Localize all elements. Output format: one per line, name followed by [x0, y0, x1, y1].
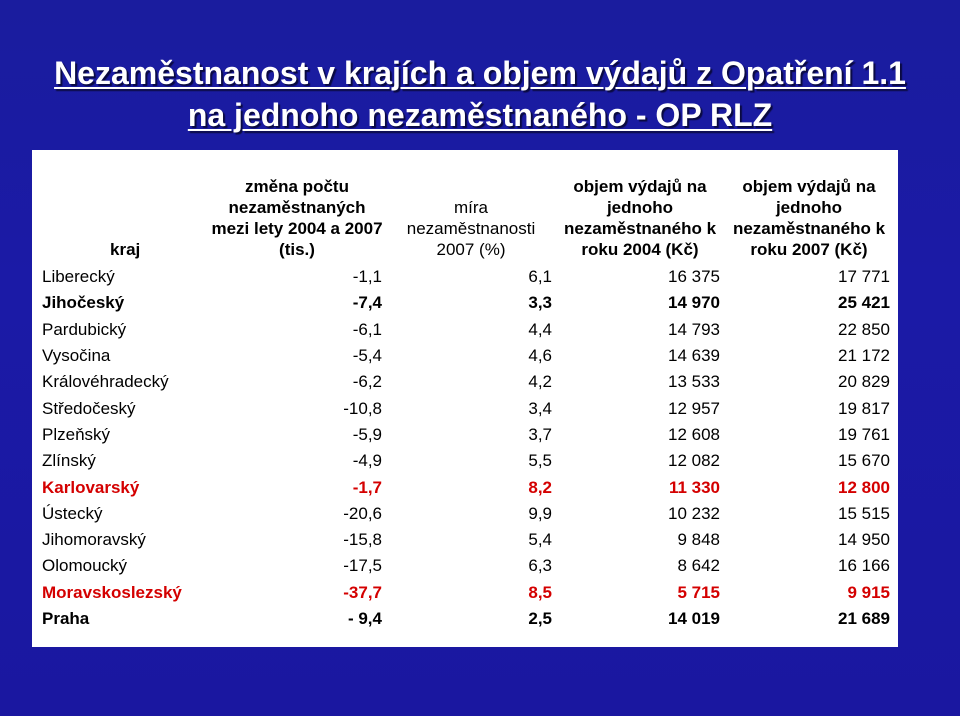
table-row: [38, 474, 894, 500]
change-unemployed-cell: -20,6: [343, 503, 382, 523]
spending-2004-cell: 12 082: [668, 451, 720, 471]
change-unemployed-cell: -1,7: [352, 477, 382, 497]
change-unemployed-cell: -37,7: [343, 582, 382, 602]
unemployment-rate-cell: 6,3: [528, 556, 552, 576]
region-name-cell: Královéhradecký: [42, 372, 169, 392]
spending-2007-cell: 25 421: [838, 293, 890, 313]
table-row: [38, 317, 894, 343]
region-name-cell: Jihomoravský: [42, 530, 146, 550]
spending-2004-cell: 14 970: [668, 293, 720, 313]
change-unemployed-cell: -6,2: [352, 372, 382, 392]
table-body: [38, 264, 894, 632]
region-name-cell: Zlínský: [42, 451, 96, 471]
slide-title-line1: Nezaměstnanost v krajích a objem výdajů z Opatření 1.1: [54, 55, 906, 91]
slide-title-line2: na jednoho nezaměstnaného - OP RLZ: [187, 97, 773, 133]
region-name-cell: Praha: [42, 609, 90, 628]
spending-2007-cell: 20 829: [838, 372, 890, 392]
table-row: [38, 527, 894, 553]
change-unemployed-cell: -10,8: [343, 398, 382, 418]
unemployment-rate-cell: 3,3: [528, 293, 552, 313]
spending-2007-cell: 21 689: [838, 609, 890, 628]
spending-2004-cell: 16 375: [668, 267, 720, 287]
unemployment-rate-cell: 6,1: [528, 267, 552, 287]
change-unemployed-cell: -1,1: [352, 267, 382, 287]
table-row: [38, 290, 894, 316]
change-unemployed-cell: - 9,4: [347, 609, 382, 628]
header-unemployment-rate: míra nezaměstnanosti 2007 (%): [406, 198, 536, 259]
spending-2004-cell: 10 232: [668, 503, 720, 523]
header-kraj: kraj: [110, 240, 141, 259]
change-unemployed-cell: -5,9: [352, 424, 382, 444]
table-row: [38, 606, 894, 632]
spending-2007-cell: 12 800: [838, 477, 890, 497]
spending-2007-cell: 15 515: [838, 503, 890, 523]
region-name-cell: Vysočina: [42, 346, 111, 366]
table-row: [38, 553, 894, 579]
unemployment-rate-cell: 5,5: [528, 451, 552, 471]
spending-2004-cell: 14 793: [668, 319, 720, 339]
table-row: [38, 395, 894, 421]
change-unemployed-cell: -5,4: [352, 346, 382, 366]
region-name-cell: Středočeský: [42, 398, 136, 418]
unemployment-table: [38, 162, 894, 632]
change-unemployed-cell: -17,5: [343, 556, 382, 576]
spending-2007-cell: 15 670: [838, 451, 890, 471]
spending-2007-cell: 9 915: [847, 582, 890, 602]
spending-2004-cell: 11 330: [668, 477, 720, 497]
table-row: [38, 501, 894, 527]
spending-2004-cell: 14 639: [668, 346, 720, 366]
unemployment-rate-cell: 4,6: [528, 346, 552, 366]
region-name-cell: Karlovarský: [42, 477, 140, 497]
spending-2004-cell: 14 019: [668, 609, 720, 628]
spending-2004-cell: 8 642: [677, 556, 720, 576]
unemployment-rate-cell: 9,9: [528, 503, 552, 523]
unemployment-rate-cell: 4,2: [528, 372, 552, 392]
change-unemployed-cell: -6,1: [352, 319, 382, 339]
spending-2004-cell: 12 957: [668, 398, 720, 418]
region-name-cell: Olomoucký: [42, 556, 128, 576]
change-unemployed-cell: -4,9: [352, 451, 382, 471]
unemployment-rate-cell: 2,5: [528, 609, 552, 628]
spending-2007-cell: 21 172: [838, 346, 890, 366]
header-spending-2007: objem výdajů na jednoho nezaměstnaného k roku 2007 (Kč): [732, 177, 886, 259]
region-name-cell: Plzeňský: [42, 424, 111, 444]
unemployment-rate-cell: 4,4: [528, 319, 552, 339]
unemployment-rate-cell: 8,2: [528, 477, 552, 497]
spending-2007-cell: 19 817: [838, 398, 890, 418]
table-row: [38, 369, 894, 395]
unemployment-rate-cell: 5,4: [528, 530, 552, 550]
table-panel: [32, 150, 898, 647]
table-row: [38, 448, 894, 474]
spending-2007-cell: 17 771: [838, 267, 890, 287]
table-header-row: [38, 162, 894, 264]
region-name-cell: Pardubický: [42, 319, 127, 339]
region-name-cell: Moravskoslezský: [42, 582, 182, 602]
spending-2007-cell: 22 850: [838, 319, 890, 339]
region-name-cell: Jihočeský: [42, 293, 125, 313]
header-spending-2004: objem výdajů na jednoho nezaměstnaného k roku 2004 (Kč): [563, 177, 717, 259]
unemployment-rate-cell: 3,7: [528, 424, 552, 444]
spending-2007-cell: 14 950: [838, 530, 890, 550]
change-unemployed-cell: -15,8: [343, 530, 382, 550]
table-row: [38, 580, 894, 606]
table-row: [38, 264, 894, 290]
header-change-unemployed: změna počtu nezaměstnaných mezi lety 2004 a 2007 (tis.): [211, 177, 383, 259]
spending-2004-cell: 12 608: [668, 424, 720, 444]
change-unemployed-cell: -7,4: [352, 293, 382, 313]
spending-2007-cell: 16 166: [838, 556, 890, 576]
spending-2004-cell: 13 533: [668, 372, 720, 392]
table-row: [38, 343, 894, 369]
region-name-cell: Liberecký: [42, 267, 115, 287]
table-row: [38, 422, 894, 448]
region-name-cell: Ústecký: [42, 503, 103, 523]
slide-title: [0, 52, 960, 136]
spending-2004-cell: 5 715: [677, 582, 720, 602]
spending-2007-cell: 19 761: [838, 424, 890, 444]
unemployment-rate-cell: 3,4: [528, 398, 552, 418]
unemployment-rate-cell: 8,5: [528, 582, 552, 602]
spending-2004-cell: 9 848: [677, 530, 720, 550]
